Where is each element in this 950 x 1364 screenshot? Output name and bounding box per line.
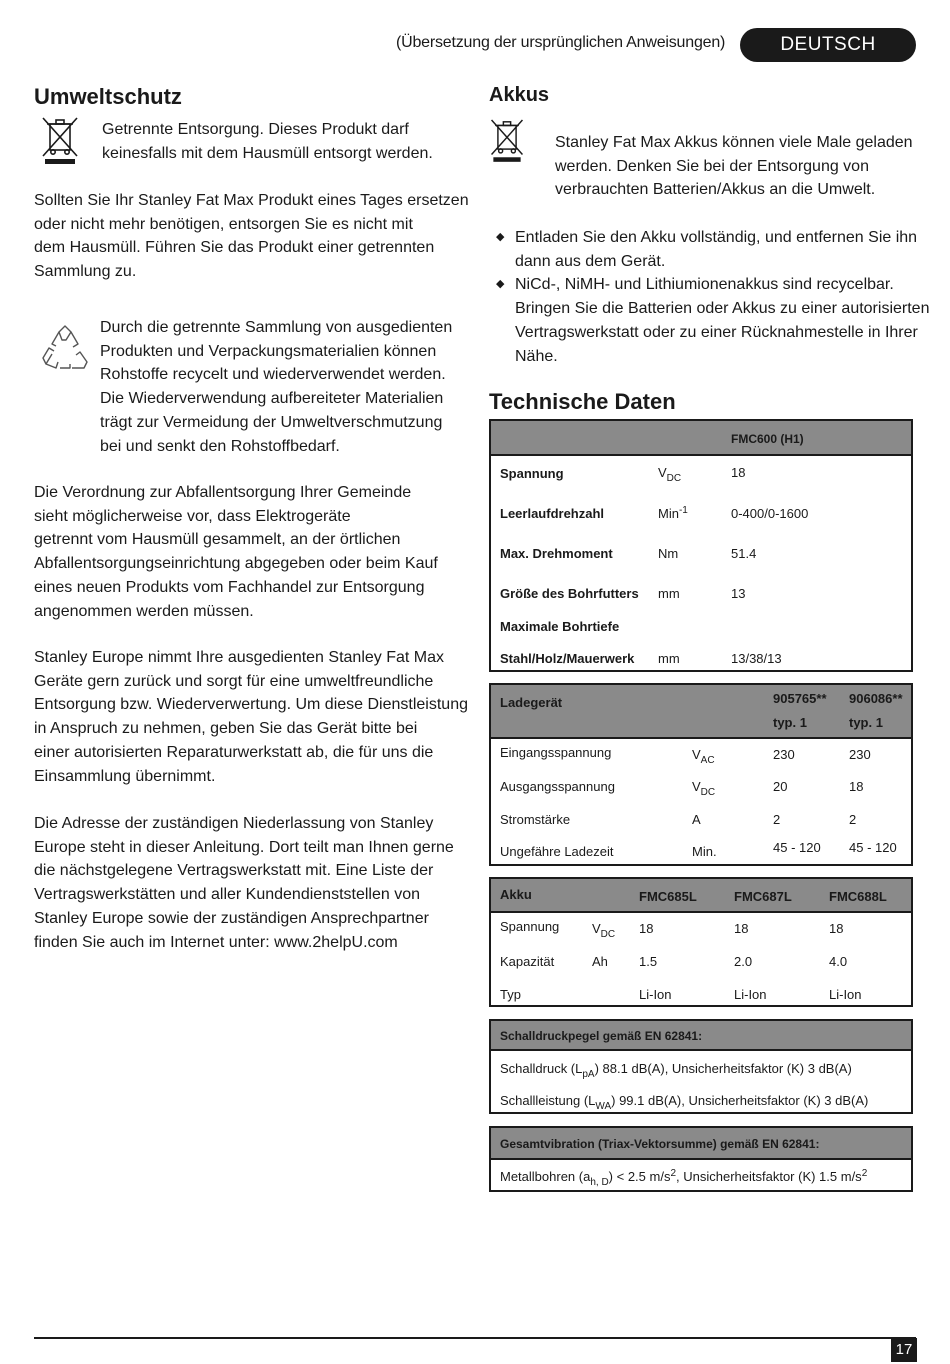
- sound-table: [489, 1019, 913, 1114]
- vibration-table: [489, 1126, 913, 1192]
- crossed-bin-icon-battery: [487, 114, 527, 166]
- table-row: Spannung $V_{DC}$ 18: [500, 465, 746, 484]
- paragraph-address: Die Adresse der zuständigen Niederlassung von Stanley Europe steht in dieser Anleitung. Dort teilt man Ihnen gerne die nächstgelegene Vertragswerkstatt mit. Eine Liste der Vertragswerkstätten und aller Kundendienststellen von Stanley Europe sowie der zuständigen Ansprechpartner finden Sie auch im Internet unter: www.2helpU.com: [34, 815, 454, 951]
- table-header: Schalldruckpegel gemäß EN 62841:: [491, 1021, 911, 1051]
- paragraph-take-back: Stanley Europe nimmt Ihre ausgedienten Stanley Fat Max Geräte gern zurück und sorgt für eine umweltfreundliche Entsorgung bzw. Wiederverwertung. Um diese Dienstleistung in Anspruch zu nehmen, geben Sie das Gerät bitte bei einer autorisierten Reparaturwerkstatt ab, die für uns die Einsammlung übernimmt.: [34, 649, 468, 785]
- table-row: Ausgangsspannung $V_{DC}$ 20 18: [500, 779, 864, 798]
- table-row: Maximale Bohrtiefe: [500, 619, 620, 634]
- battery-bullets: [496, 226, 929, 368]
- paragraph-regulation: Die Verordnung zur Abfallentsorgung Ihrer Gemeinde sieht möglicherweise vor, dass Elektrogeräte getrennt vom Hausmüll gesammelt, an der örtlichen Abfallentsorgungseinrichtung abgegeben oder beim Kauf eines neuen Produkts vom Fachhandel zur Entsorgung angenommen werden müssen.: [34, 484, 438, 620]
- section-title-batteries: Akkus: [489, 84, 550, 106]
- spec-table-drill: [489, 419, 913, 672]
- table-row: Ungefähre Ladezeit Min. 45 - 120 45 - 120: [500, 840, 897, 859]
- section-title-tech-data: Technische Daten: [489, 389, 676, 414]
- recycle-icon: [40, 324, 90, 372]
- bullet-item: ◆ NiCd-, NiMH- und Lithiumionenakkus sind recycelbar. Bringen Sie die Batterien oder Akkus zu einer autorisierten Vertragswerkstatt oder zu einer Rücknahmestelle in Ihrer Nähe.: [496, 273, 929, 368]
- table-row: Eingangsspannung $V_{AC}$ 230 230: [500, 745, 871, 766]
- table-header: [491, 421, 911, 456]
- table-row: Metallbohren $(a_{h, D}) < 2.5$ $m/s^2$, Unsicherheitsfaktor (K) 1.5 $m/s^2$: [500, 1168, 868, 1188]
- table-row: Schalldruck $(L_{pA})$ 88.1 dB(A), Unsicherheitsfaktor (K) 3 dB(A): [500, 1061, 852, 1080]
- batteries-intro: Stanley Fat Max Akkus können viele Male geladen werden. Denken Sie bei der Entsorgung von verbrauchten Batterien/Akkus an die Umwelt.: [555, 134, 913, 199]
- paragraph-replace-product: Sollten Sie Ihr Stanley Fat Max Produkt eines Tages ersetzen oder nicht mehr benötigen, entsorgen Sie es nicht mit dem Hausmüll. Führen Sie das Produkt einer getrennten Sammlung zu.: [34, 192, 469, 281]
- table-row: Leerlaufdrehzahl Min$^{-1}$ 0-400/0-1600: [500, 505, 809, 521]
- table-row: Schallleistung $(L_{WA})$ 99.1 dB(A), Unsicherheitsfaktor (K) 3 dB(A): [500, 1093, 869, 1112]
- spec-table-battery: [489, 877, 913, 1007]
- table-row: Max. Drehmoment Nm 51.4: [500, 546, 757, 561]
- diamond-bullet-icon: ◆: [496, 278, 505, 291]
- bullet-item: ◆ Entladen Sie den Akku vollständig, und entfernen Sie ihn dann aus dem Gerät.: [496, 226, 929, 273]
- table-row: Stromstärke A 2 2: [500, 812, 857, 827]
- section-title-environment: Umweltschutz: [34, 84, 182, 109]
- table-row: Spannung $V_{DC}$ 18 18 18: [500, 919, 844, 940]
- table-row: Größe des Bohrfutters mm 13: [500, 586, 746, 601]
- table-row: Kapazität Ah 1.5 2.0 4.0: [500, 954, 848, 969]
- crossed-bin-icon: [38, 114, 82, 166]
- table-header: Ladegerät 905765** typ. 1 906086** typ. 1: [491, 685, 911, 739]
- language-badge: DEUTSCH: [740, 28, 916, 62]
- diamond-bullet-icon: ◆: [496, 231, 505, 243]
- table-header: Akku FMC685L FMC687L FMC688L: [491, 879, 911, 913]
- spec-table-charger: [489, 683, 913, 866]
- table-header: Gesamtvibration (Triax-Vektorsumme) gemäß EN 62841:: [491, 1128, 911, 1160]
- disposal-intro: Getrennte Entsorgung. Dieses Produkt darf keinesfalls mit dem Hausmüll entsorgt werden.: [102, 121, 433, 162]
- paragraph-recycling: Durch die getrennte Sammlung von ausgedienten Produkten und Verpackungsmaterialien können Rohstoffe recycelt und wiederverwendet werden. Die Wiederverwendung aufbereiteter Materialien trägt zur Vermeidung der Umweltverschmutzung bei und senkt den Rohstoffbedarf.: [100, 319, 453, 455]
- footer-rule: [34, 1337, 916, 1339]
- translation-note: (Übersetzung der ursprünglichen Anweisungen): [396, 34, 726, 51]
- model-name: FMC600 (H1): [731, 432, 804, 446]
- table-row: Stahl/Holz/Mauerwerk mm 13/38/13: [500, 651, 782, 666]
- page-number: 17: [891, 1338, 917, 1362]
- table-row: Typ Li-Ion Li-Ion Li-Ion: [500, 987, 862, 1002]
